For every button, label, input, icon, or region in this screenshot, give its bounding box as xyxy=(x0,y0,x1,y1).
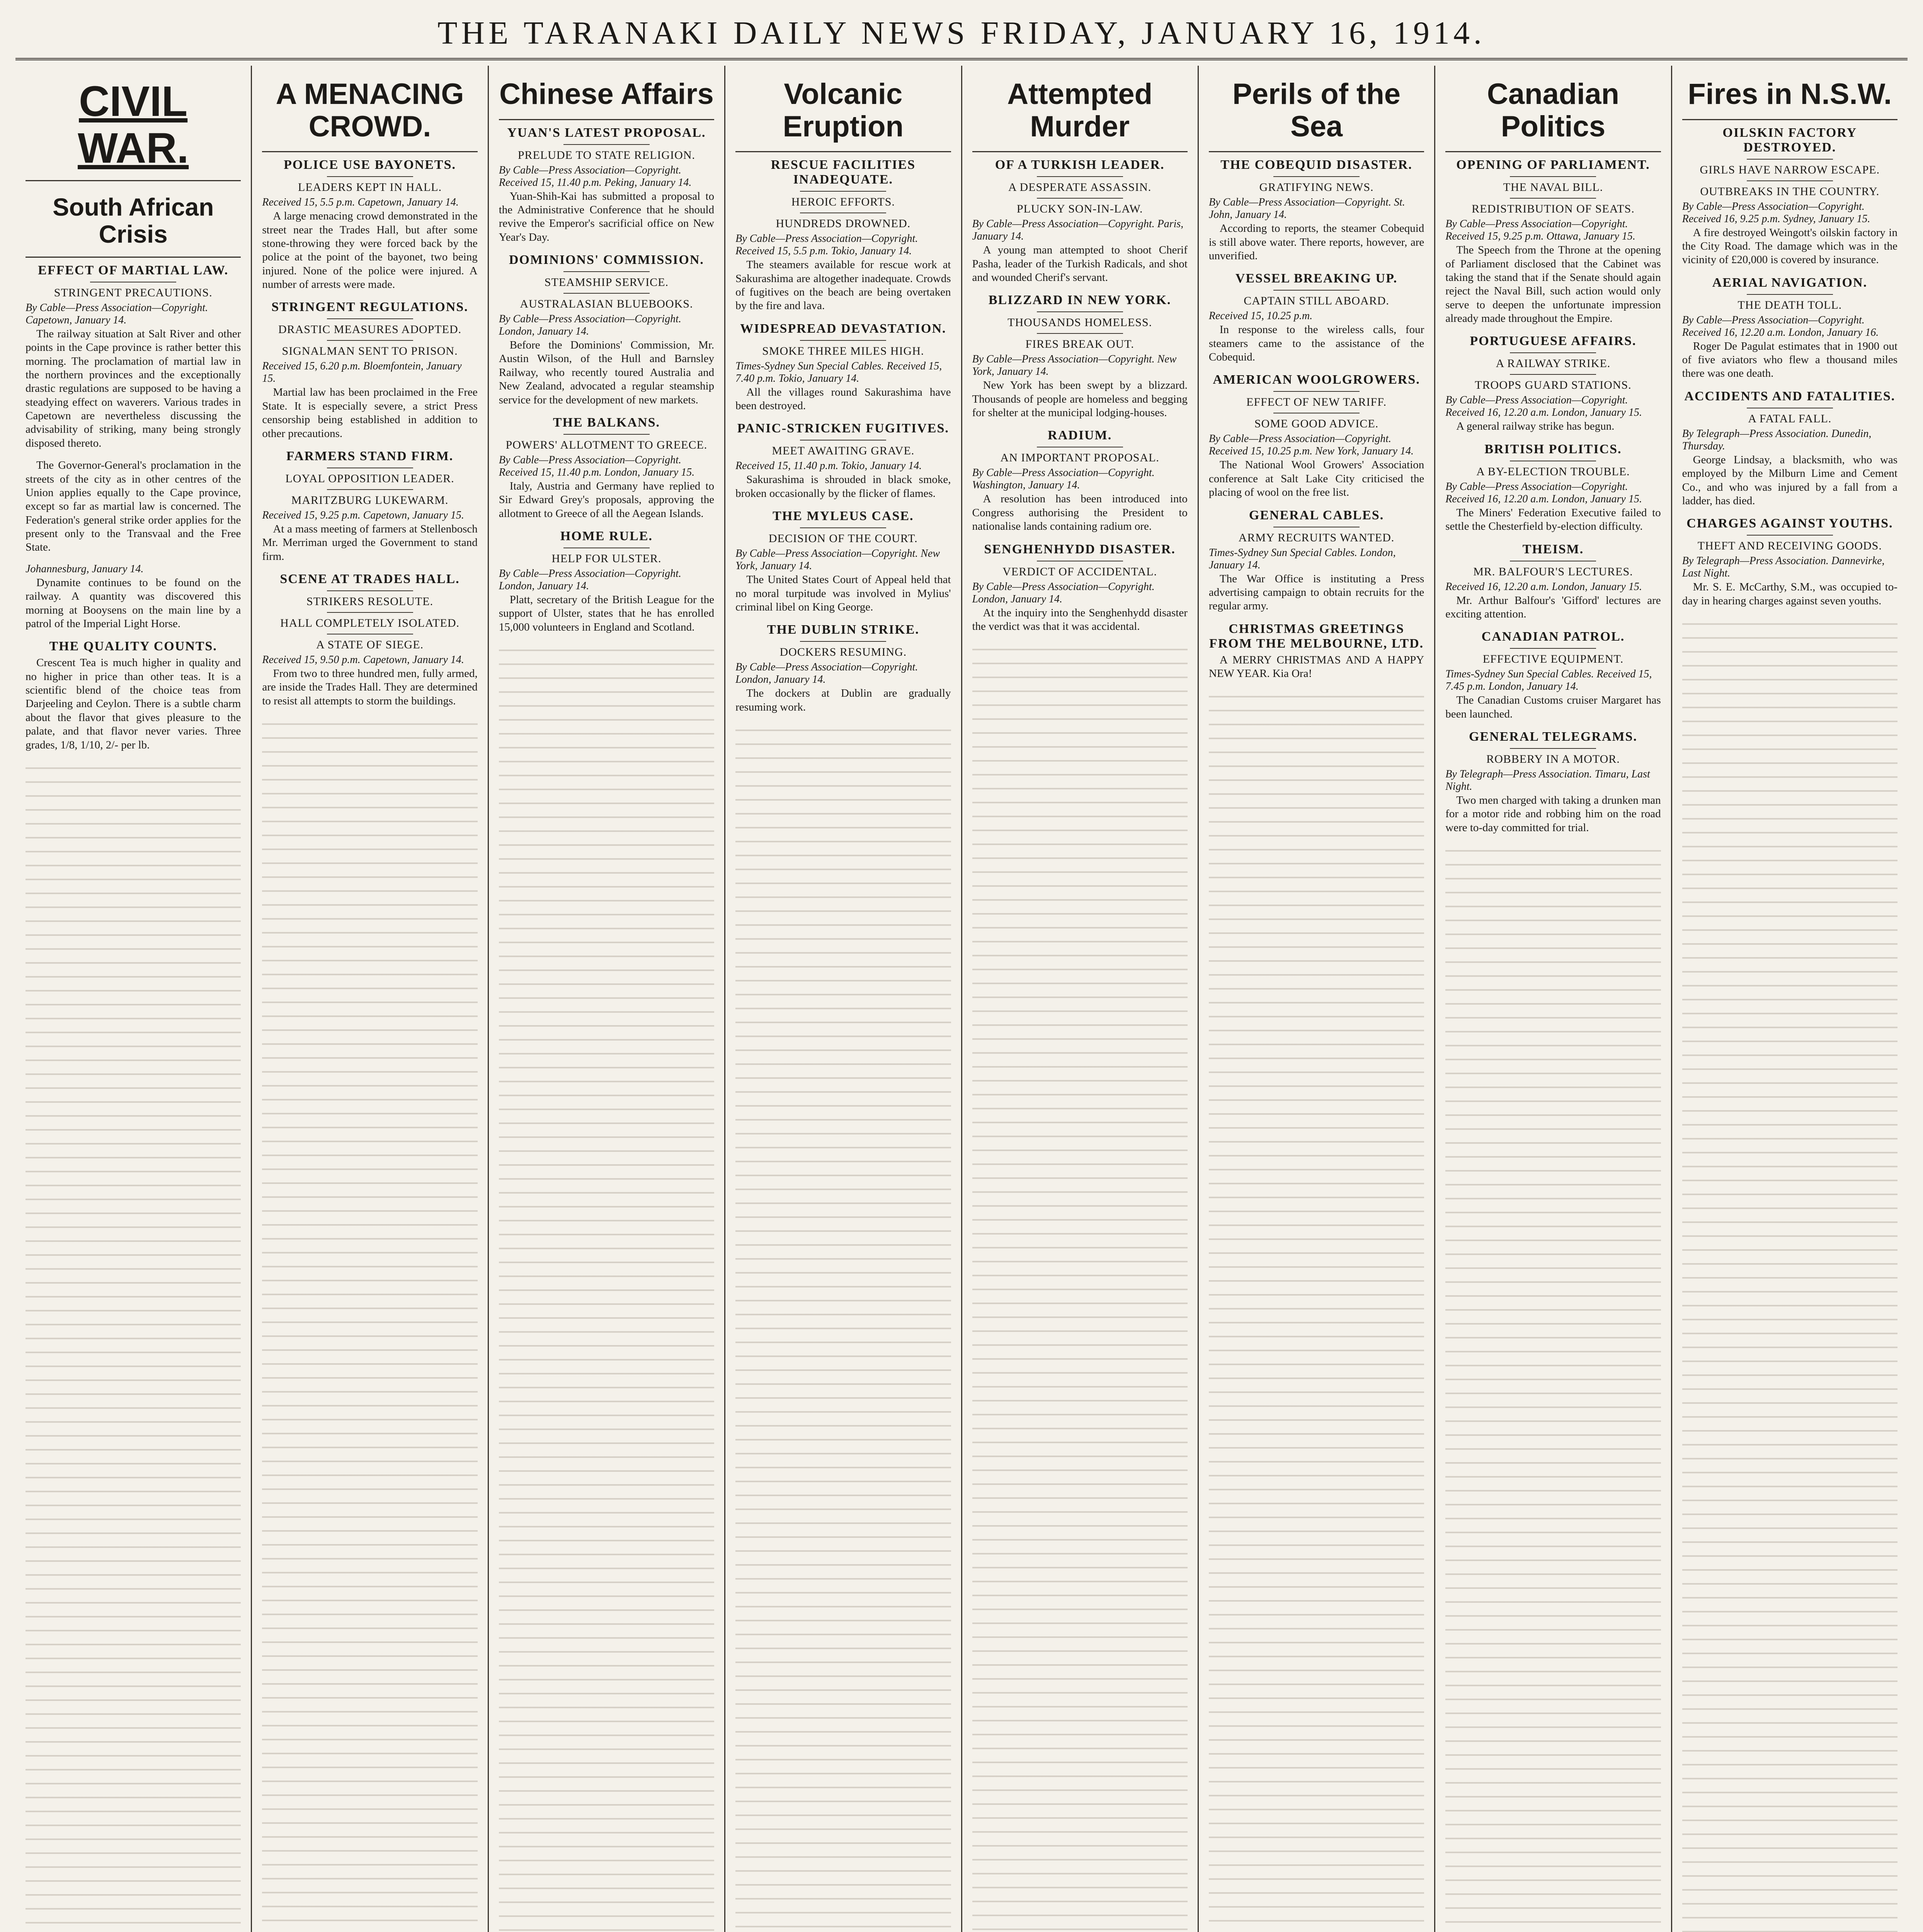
article-dateline: Received 15, 5.5 p.m. Capetown, January 14. xyxy=(262,196,459,209)
article-headline: BLIZZARD IN NEW YORK. xyxy=(988,293,1171,308)
deck-divider xyxy=(327,340,413,341)
article-dateline: Received 15, 9.25 p.m. Capetown, January 15. xyxy=(262,509,464,521)
article-block xyxy=(26,263,241,450)
article-block xyxy=(1209,271,1424,364)
article-headline: OILSKIN FACTORY DESTROYED. xyxy=(1722,125,1857,155)
columns-container xyxy=(15,66,1908,1932)
column-heading: A MENACING CROWD. xyxy=(262,71,477,152)
article-deck: STRINGENT PRECAUTIONS. xyxy=(54,286,213,299)
deck-divider xyxy=(327,489,413,490)
article-deck: MARITZBURG LUKEWARM. xyxy=(291,493,449,507)
article-deck: FIRES BREAK OUT. xyxy=(1025,338,1134,351)
article-dateline: Times-Sydney Sun Special Cables. London, January 14. xyxy=(1208,546,1396,571)
article-block xyxy=(972,428,1188,533)
column-text-lines xyxy=(1445,843,1661,1932)
article-headline: STRINGENT REGULATIONS. xyxy=(271,300,468,315)
article-deck: SOME GOOD ADVICE. xyxy=(1254,417,1379,430)
article-dateline: By Cable—Press Association—Copyright. Received 16, 12.20 a.m. London, January 16. xyxy=(1682,314,1879,338)
column-text-lines xyxy=(262,716,477,1932)
article-deck: PRELUDE TO STATE RELIGION. xyxy=(517,148,695,162)
article-body: At a mass meeting of farmers at Stellenbosch Mr. Merriman urged the Government to stand firm. xyxy=(262,522,478,563)
article-block xyxy=(262,300,477,440)
article-block xyxy=(1682,126,1897,267)
deck-divider xyxy=(563,434,650,435)
deck-divider xyxy=(1273,290,1360,291)
deck-divider xyxy=(800,527,886,528)
news-column xyxy=(962,66,1199,1932)
deck-divider xyxy=(1510,176,1596,177)
article-headline: GENERAL TELEGRAMS. xyxy=(1469,730,1637,744)
article-dateline: Received 15, 6.20 p.m. Bloemfontein, January 15. xyxy=(262,360,462,385)
article-block xyxy=(1445,158,1661,325)
article-block xyxy=(1209,158,1424,263)
article-block xyxy=(1209,508,1424,613)
article-dateline: By Cable—Press Association—Copyright. New York, January 14. xyxy=(735,548,940,572)
article-block xyxy=(1445,442,1661,534)
article-dateline: Times-Sydney Sun Special Cables. Received 15, 7.40 p.m. Tokio, January 14. xyxy=(735,360,942,384)
article-block xyxy=(735,622,951,714)
article-body: Sakurashima is shrouded in black smoke, broken occasionally by the flicker of flames. xyxy=(735,473,951,500)
article-headline: HOME RULE. xyxy=(560,529,653,544)
article-headline: AMERICAN WOOLGROWERS. xyxy=(1213,372,1420,387)
deck-divider xyxy=(1747,180,1833,181)
article-dateline: By Cable—Press Association—Copyright. St. John, January 14. xyxy=(1208,196,1405,221)
column-text-lines xyxy=(499,643,714,1932)
article-deck: A STATE OF SIEGE. xyxy=(316,638,424,651)
article-dateline: Johannesburg, January 14. xyxy=(26,563,144,575)
article-body: The Speech from the Throne at the opening of Parliament disclosed that the Cabinet was taking the stand that if the Senate should again reject the Naval Bill, such action would only serve to deepen the unfortunate impression already made throughout the Empire. xyxy=(1445,244,1661,325)
deck-divider xyxy=(1037,311,1123,312)
article-headline: PORTUGUESE AFFAIRS. xyxy=(1470,334,1637,349)
article-headline: POLICE USE BAYONETS. xyxy=(284,158,456,172)
article-headline: VESSEL BREAKING UP. xyxy=(1235,271,1398,286)
article-headline: CHARGES AGAINST YOUTHS. xyxy=(1686,516,1893,531)
article-block xyxy=(1209,622,1424,681)
article-body: The Canadian Customs cruiser Margaret has been launched. xyxy=(1445,694,1661,720)
article-deck: HELP FOR ULSTER. xyxy=(551,552,662,565)
article-body: A young man attempted to shoot Cherif Pasha, leader of the Turkish Radicals, and shot and wounded Cherif's servant. xyxy=(972,244,1188,284)
article-body: According to reports, the steamer Cobequid is still above water. There reports, however, are unverified. xyxy=(1208,222,1424,262)
article-deck: THE NAVAL BILL. xyxy=(1503,181,1603,194)
deck-divider xyxy=(563,293,650,294)
article-block xyxy=(26,459,241,554)
article-deck: HUNDREDS DROWNED. xyxy=(776,217,911,230)
article-headline: EFFECT OF MARTIAL LAW. xyxy=(38,263,229,277)
article-headline: RADIUM. xyxy=(1048,428,1112,443)
column-heading: Fires in N.S.W. xyxy=(1682,71,1897,120)
article-body: Dynamite continues to be found on the railway. A quantity was discovered this morning at Booysens on the main line by a patrol of the Imperial Light Horse. xyxy=(26,576,241,630)
masthead: THE TARANAKI DAILY NEWS FRIDAY, JANUARY 16, 1914. xyxy=(15,8,1908,60)
column-heading: Chinese Affairs xyxy=(499,71,714,120)
deck-divider xyxy=(1273,176,1360,177)
article-body: Before the Dominions' Commission, Mr. Austin Wilson, of the Hull and Barnsley Railway, who recently toured Australia and New Zealand, advocated a regular steamship service for the development of new markets. xyxy=(499,339,715,406)
news-column xyxy=(489,66,725,1932)
article-dateline: By Cable—Press Association—Copyright. Washington, January 14. xyxy=(972,467,1155,492)
article-deck: MEET AWAITING GRAVE. xyxy=(772,444,915,457)
article-block xyxy=(499,253,714,407)
article-dateline: By Cable—Press Association—Copyright. Received 16, 12.20 a.m. London, January 15. xyxy=(1445,394,1642,419)
article-deck: SMOKE THREE MILES HIGH. xyxy=(762,344,924,357)
article-block xyxy=(262,158,477,291)
article-block xyxy=(735,509,951,614)
article-dateline: By Telegraph—Press Association. Timaru, Last Night. xyxy=(1445,768,1650,793)
article-deck: ARMY RECRUITS WANTED. xyxy=(1238,531,1395,544)
article-dateline: By Cable—Press Association—Copyright. Received 15, 9.25 p.m. Ottawa, January 15. xyxy=(1445,218,1635,243)
deck-divider xyxy=(800,191,886,192)
deck-divider xyxy=(563,144,650,145)
column-text-lines xyxy=(1209,689,1424,1932)
article-body: George Lindsay, a blacksmith, who was employed by the Milburn Lime and Cement Co., and who was injured by a fall from a ladder, has died. xyxy=(1682,453,1897,507)
article-body: Roger De Pagulat estimates that in 1900 out of five aviators who flew a thousand miles there was one death. xyxy=(1682,340,1897,380)
article-headline: SENGHENHYDD DISASTER. xyxy=(984,542,1176,556)
article-deck: AN IMPORTANT PROPOSAL. xyxy=(1000,451,1159,464)
article-deck: STRIKERS RESOLUTE. xyxy=(306,595,434,608)
article-deck: A BY-ELECTION TROUBLE. xyxy=(1476,465,1630,478)
column-text-lines xyxy=(26,760,241,1932)
news-column xyxy=(725,66,962,1932)
deck-divider xyxy=(800,340,886,341)
article-block xyxy=(1209,372,1424,499)
article-body: Yuan-Shih-Kai has submitted a proposal to the Administrative Conference that he should revive the Emperor's sacrificial office on New Year's Day. xyxy=(499,190,715,243)
article-deck: THEFT AND RECEIVING GOODS. xyxy=(1697,539,1882,553)
article-dateline: By Telegraph—Press Association. Dannevirke, Last Night. xyxy=(1682,555,1885,580)
article-body: The United States Court of Appeal held that no moral turpitude was involved in Mylius' criminal libel on King George. xyxy=(735,573,951,613)
article-headline: THE QUALITY COUNTS. xyxy=(49,639,217,654)
article-body: A resolution has been introduced into Congress authorising the President to nationalise lands containing radium ore. xyxy=(972,493,1188,533)
article-dateline: By Cable—Press Association—Copyright. London, January 14. xyxy=(499,568,681,592)
article-body: The railway situation at Salt River and other points in the Cape province is rather better this morning. The proclamation of martial law in the northern provinces and the exceptionally drastic regulations are supposed to be having a steadying effect on waverers. Various trades in Capetown are nevertheless discussing the advisability of striking, many being strongly disposed thereto. xyxy=(26,327,241,449)
article-body: Crescent Tea is much higher in quality and no higher in price than other teas. It is a scientific blend of the choice teas from Darjeeling and Ceylon. There is a subtle charm about the flavor that gives pleasure to the palate, and that flavor never varies. Three grades, 1/8, 1/10, 2/- per lb. xyxy=(26,656,241,751)
article-dateline: By Cable—Press Association—Copyright. Paris, January 14. xyxy=(972,218,1184,243)
article-deck: VERDICT OF ACCIDENTAL. xyxy=(1002,565,1157,578)
column-heading: Volcanic Eruption xyxy=(735,71,951,152)
article-deck: LOYAL OPPOSITION LEADER. xyxy=(285,472,454,485)
column-heading: Perils of the Sea xyxy=(1209,71,1424,152)
column-text-lines xyxy=(972,642,1188,1932)
article-dateline: Received 15, 11.40 p.m. Tokio, January 14. xyxy=(735,460,922,472)
column-heading: Attempted Murder xyxy=(972,71,1188,152)
article-body: The Miners' Federation Executive failed to settle the Chesterfield by-election difficulty. xyxy=(1445,506,1661,533)
article-block xyxy=(1682,516,1897,608)
article-deck: CAPTAIN STILL ABOARD. xyxy=(1244,294,1389,308)
news-column xyxy=(15,66,252,1932)
deck-divider xyxy=(563,271,650,272)
article-deck: EFFECT OF NEW TARIFF. xyxy=(1246,396,1387,409)
article-headline: THEISM. xyxy=(1522,542,1584,556)
article-dateline: By Cable—Press Association—Copyright. Received 16, 12.20 a.m. London, January 15. xyxy=(1445,480,1642,505)
article-headline: ACCIDENTS AND FATALITIES. xyxy=(1684,389,1896,403)
article-deck: TROOPS GUARD STATIONS. xyxy=(1475,379,1632,392)
deck-divider xyxy=(1510,748,1596,749)
article-deck: POWERS' ALLOTMENT TO GREECE. xyxy=(505,438,708,451)
article-headline: GENERAL CABLES. xyxy=(1249,508,1384,522)
article-deck: THOUSANDS HOMELESS. xyxy=(1007,316,1152,329)
deck-divider xyxy=(1747,535,1833,536)
column-text-lines xyxy=(735,723,951,1932)
deck-divider xyxy=(1747,159,1833,160)
article-deck: A DESPERATE ASSASSIN. xyxy=(1008,181,1152,194)
article-deck: OUTBREAKS IN THE COUNTRY. xyxy=(1700,185,1880,198)
article-dateline: By Cable—Press Association—Copyright. New York, January 14. xyxy=(972,353,1177,378)
article-dateline: Times-Sydney Sun Special Cables. Received 15, 7.45 p.m. London, January 14. xyxy=(1445,668,1652,693)
article-headline: OF A TURKISH LEADER. xyxy=(995,158,1165,172)
article-deck: AUSTRALASIAN BLUEBOOKS. xyxy=(520,298,693,311)
column-heading: Canadian Politics xyxy=(1445,71,1661,152)
deck-divider xyxy=(327,612,413,613)
article-deck: STEAMSHIP SERVICE. xyxy=(544,276,669,289)
article-deck: GIRLS HAVE NARROW ESCAPE. xyxy=(1700,163,1880,176)
article-headline: BRITISH POLITICS. xyxy=(1484,442,1622,456)
article-deck: REDISTRIBUTION OF SEATS. xyxy=(1472,202,1635,216)
article-body: Platt, secretary of the British League for the support of Ulster, states that he has enrolled 15,000 volunteers in England and Scotland. xyxy=(499,594,715,633)
article-block xyxy=(26,639,241,752)
article-block xyxy=(499,529,714,634)
deck-divider xyxy=(1510,198,1596,199)
article-block xyxy=(262,449,477,563)
article-deck: GRATIFYING NEWS. xyxy=(1259,181,1374,194)
article-block xyxy=(499,415,714,520)
article-deck: LEADERS KEPT IN HALL. xyxy=(298,181,442,194)
article-body: All the villages round Sakurashima have been destroyed. xyxy=(735,386,951,412)
article-body: The steamers available for rescue work at Sakurashima are altogether inadequate. Crowds of fugitives on the beach are being overtaken by the fire and lava. xyxy=(735,259,951,312)
column-text-lines xyxy=(1682,616,1897,1932)
article-dateline: By Cable—Press Association—Copyright. Received 15, 11.40 p.m. London, January 15. xyxy=(499,454,695,478)
article-body: The Governor-General's proclamation in the streets of the city as in other centres of the Union applies equally to the Cape province, except so far as martial law is concerned. The Federation's general strike order applies for the present only to the Transvaal and the Free State. xyxy=(26,459,241,554)
article-dateline: Received 15, 10.25 p.m. xyxy=(1208,310,1313,322)
article-dateline: By Cable—Press Association—Copyright. London, January 14. xyxy=(735,661,918,686)
deck-divider xyxy=(1037,333,1123,334)
article-deck: HALL COMPLETELY ISOLATED. xyxy=(280,617,460,630)
article-dateline: By Cable—Press Association—Copyright. London, January 14. xyxy=(499,313,681,338)
article-headline: WIDESPREAD DEVASTATION. xyxy=(740,321,946,336)
article-block xyxy=(972,158,1188,284)
article-block xyxy=(735,158,951,313)
article-headline: CANADIAN PATROL. xyxy=(1481,629,1625,644)
article-dateline: By Cable—Press Association—Copyright. Received 15, 11.40 p.m. Peking, January 14. xyxy=(499,164,692,189)
article-headline: RESCUE FACILITIES INADEQUATE. xyxy=(771,158,916,187)
deck-divider xyxy=(1747,294,1833,295)
article-headline: THE BALKANS. xyxy=(553,415,660,430)
article-block xyxy=(1682,276,1897,381)
deck-divider xyxy=(800,641,886,642)
deck-divider xyxy=(1510,374,1596,375)
article-headline: THE DUBLIN STRIKE. xyxy=(767,622,919,637)
article-block xyxy=(1682,389,1897,508)
article-dateline: Received 15, 9.50 p.m. Capetown, January 14. xyxy=(262,654,464,666)
article-deck: DECISION OF THE COURT. xyxy=(768,532,918,545)
article-block xyxy=(499,126,714,245)
article-body: Two men charged with taking a drunken man for a motor ride and robbing him on the road were to-day committed for trial. xyxy=(1445,794,1661,834)
deck-divider xyxy=(327,590,413,591)
article-body: New York has been swept by a blizzard. Thousands of people are homeless and begging for shelter at the municipal lodging-houses. xyxy=(972,379,1188,419)
news-column xyxy=(1672,66,1908,1932)
article-body: A MERRY CHRISTMAS AND A HAPPY NEW YEAR. Kia Ora! xyxy=(1208,653,1424,680)
column-heading: CIVIL WAR. xyxy=(26,71,241,181)
article-deck: A RAILWAY STRIKE. xyxy=(1496,357,1611,370)
article-headline: THE MYLEUS CASE. xyxy=(773,509,914,524)
article-deck: SIGNALMAN SENT TO PRISON. xyxy=(282,345,458,358)
article-body: Italy, Austria and Germany have replied to Sir Edward Grey's proposals, approving the allotment to Greece of all the Aegean Islands. xyxy=(499,480,715,520)
article-deck: EFFECTIVE EQUIPMENT. xyxy=(1482,653,1624,666)
article-headline: DOMINIONS' COMMISSION. xyxy=(509,253,704,267)
article-dateline: By Telegraph—Press Association. Dunedin, Thursday. xyxy=(1682,427,1872,452)
deck-divider xyxy=(327,318,413,319)
article-deck: ROBBERY IN A MOTOR. xyxy=(1486,753,1620,766)
article-headline: SCENE AT TRADES HALL. xyxy=(280,572,460,587)
article-headline: FARMERS STAND FIRM. xyxy=(286,449,454,463)
article-block xyxy=(735,421,951,500)
article-block xyxy=(262,572,477,708)
article-body: In response to the wireless calls, four steamers came to the assistance of the Cobequid. xyxy=(1208,323,1424,364)
deck-divider xyxy=(1037,198,1123,199)
news-column xyxy=(252,66,488,1932)
article-body: The dockers at Dublin are gradually resuming work. xyxy=(735,687,951,713)
article-deck: HEROIC EFFORTS. xyxy=(791,196,895,209)
article-body: The National Wool Growers' Association conference at Salt Lake City criticised the placing of wool on the free list. xyxy=(1208,459,1424,499)
article-headline: PANIC-STRICKEN FUGITIVES. xyxy=(737,421,949,436)
article-deck: MR. BALFOUR'S LECTURES. xyxy=(1473,565,1633,578)
article-body: At the inquiry into the Senghenhydd disaster the verdict was that it was accidental. xyxy=(972,606,1188,633)
article-dateline: By Cable—Press Association—Copyright. Received 16, 9.25 p.m. Sydney, January 15. xyxy=(1682,200,1870,225)
article-block xyxy=(735,321,951,413)
article-headline: YUAN'S LATEST PROPOSAL. xyxy=(507,125,706,140)
article-deck: DOCKERS RESUMING. xyxy=(779,646,907,659)
article-body: Mr. Arthur Balfour's 'Gifford' lectures are exciting attention. xyxy=(1445,594,1661,620)
article-block xyxy=(1445,542,1661,621)
column-subheading: South African Crisis xyxy=(26,187,241,258)
article-deck: A FATAL FALL. xyxy=(1748,412,1832,425)
article-deck: THE DEATH TOLL. xyxy=(1738,298,1842,311)
article-dateline: By Cable—Press Association—Copyright. Capetown, January 14. xyxy=(26,301,208,326)
article-body: Mr. S. E. McCarthy, S.M., was occupied to-day in hearing charges against seven youths. xyxy=(1682,581,1897,607)
deck-divider xyxy=(1037,176,1123,177)
deck-divider xyxy=(1510,352,1596,353)
article-block xyxy=(1445,334,1661,433)
article-deck: PLUCKY SON-IN-LAW. xyxy=(1016,202,1143,216)
article-block xyxy=(1445,629,1661,721)
article-block xyxy=(972,542,1188,634)
news-column xyxy=(1435,66,1672,1932)
article-headline: CHRISTMAS GREETINGS FROM THE MELBOURNE, LTD. xyxy=(1209,621,1424,651)
article-dateline: By Cable—Press Association—Copyright. Received 15, 5.5 p.m. Tokio, January 14. xyxy=(735,233,918,257)
article-headline: OPENING OF PARLIAMENT. xyxy=(1456,158,1650,172)
article-body: A large menacing crowd demonstrated in the street near the Trades Hall, but after some stone-throwing they were forced back by the police at the point of the bayonet, two being injured. None of the police were injured. A number of arrests were made. xyxy=(262,210,478,291)
newspaper-page xyxy=(15,8,1908,1932)
article-dateline: Received 16, 12.20 a.m. London, January 15. xyxy=(1445,580,1642,593)
article-body: The War Office is instituting a Press advertising campaign to obtain recruits for the regular army. xyxy=(1208,572,1424,612)
deck-divider xyxy=(1273,391,1360,392)
article-block xyxy=(1445,730,1661,835)
article-deck: DRASTIC MEASURES ADOPTED. xyxy=(278,323,462,336)
article-body: Martial law has been proclaimed in the Free State. It is especially severe, a strict Press censorship being established in addition to other precautions. xyxy=(262,386,478,440)
article-dateline: By Cable—Press Association—Copyright. London, January 14. xyxy=(972,580,1155,605)
article-headline: THE COBEQUID DISASTER. xyxy=(1220,158,1412,172)
news-column xyxy=(1199,66,1435,1932)
deck-divider xyxy=(327,176,413,177)
article-body: A general railway strike has begun. xyxy=(1456,420,1615,433)
article-body: From two to three hundred men, fully armed, are inside the Trades Hall. They are determined to resist all attempts to storm the buildings. xyxy=(262,667,478,707)
article-dateline: By Cable—Press Association—Copyright. Received 15, 10.25 p.m. New York, January 14. xyxy=(1208,433,1414,457)
article-block xyxy=(972,293,1188,420)
article-block xyxy=(26,563,241,631)
deck-divider xyxy=(1510,648,1596,649)
article-body: A fire destroyed Weingott's oilskin factory in the City Road. The damage which was in the vicinity of £20,000 is covered by insurance. xyxy=(1682,226,1897,266)
article-headline: AERIAL NAVIGATION. xyxy=(1712,275,1867,290)
